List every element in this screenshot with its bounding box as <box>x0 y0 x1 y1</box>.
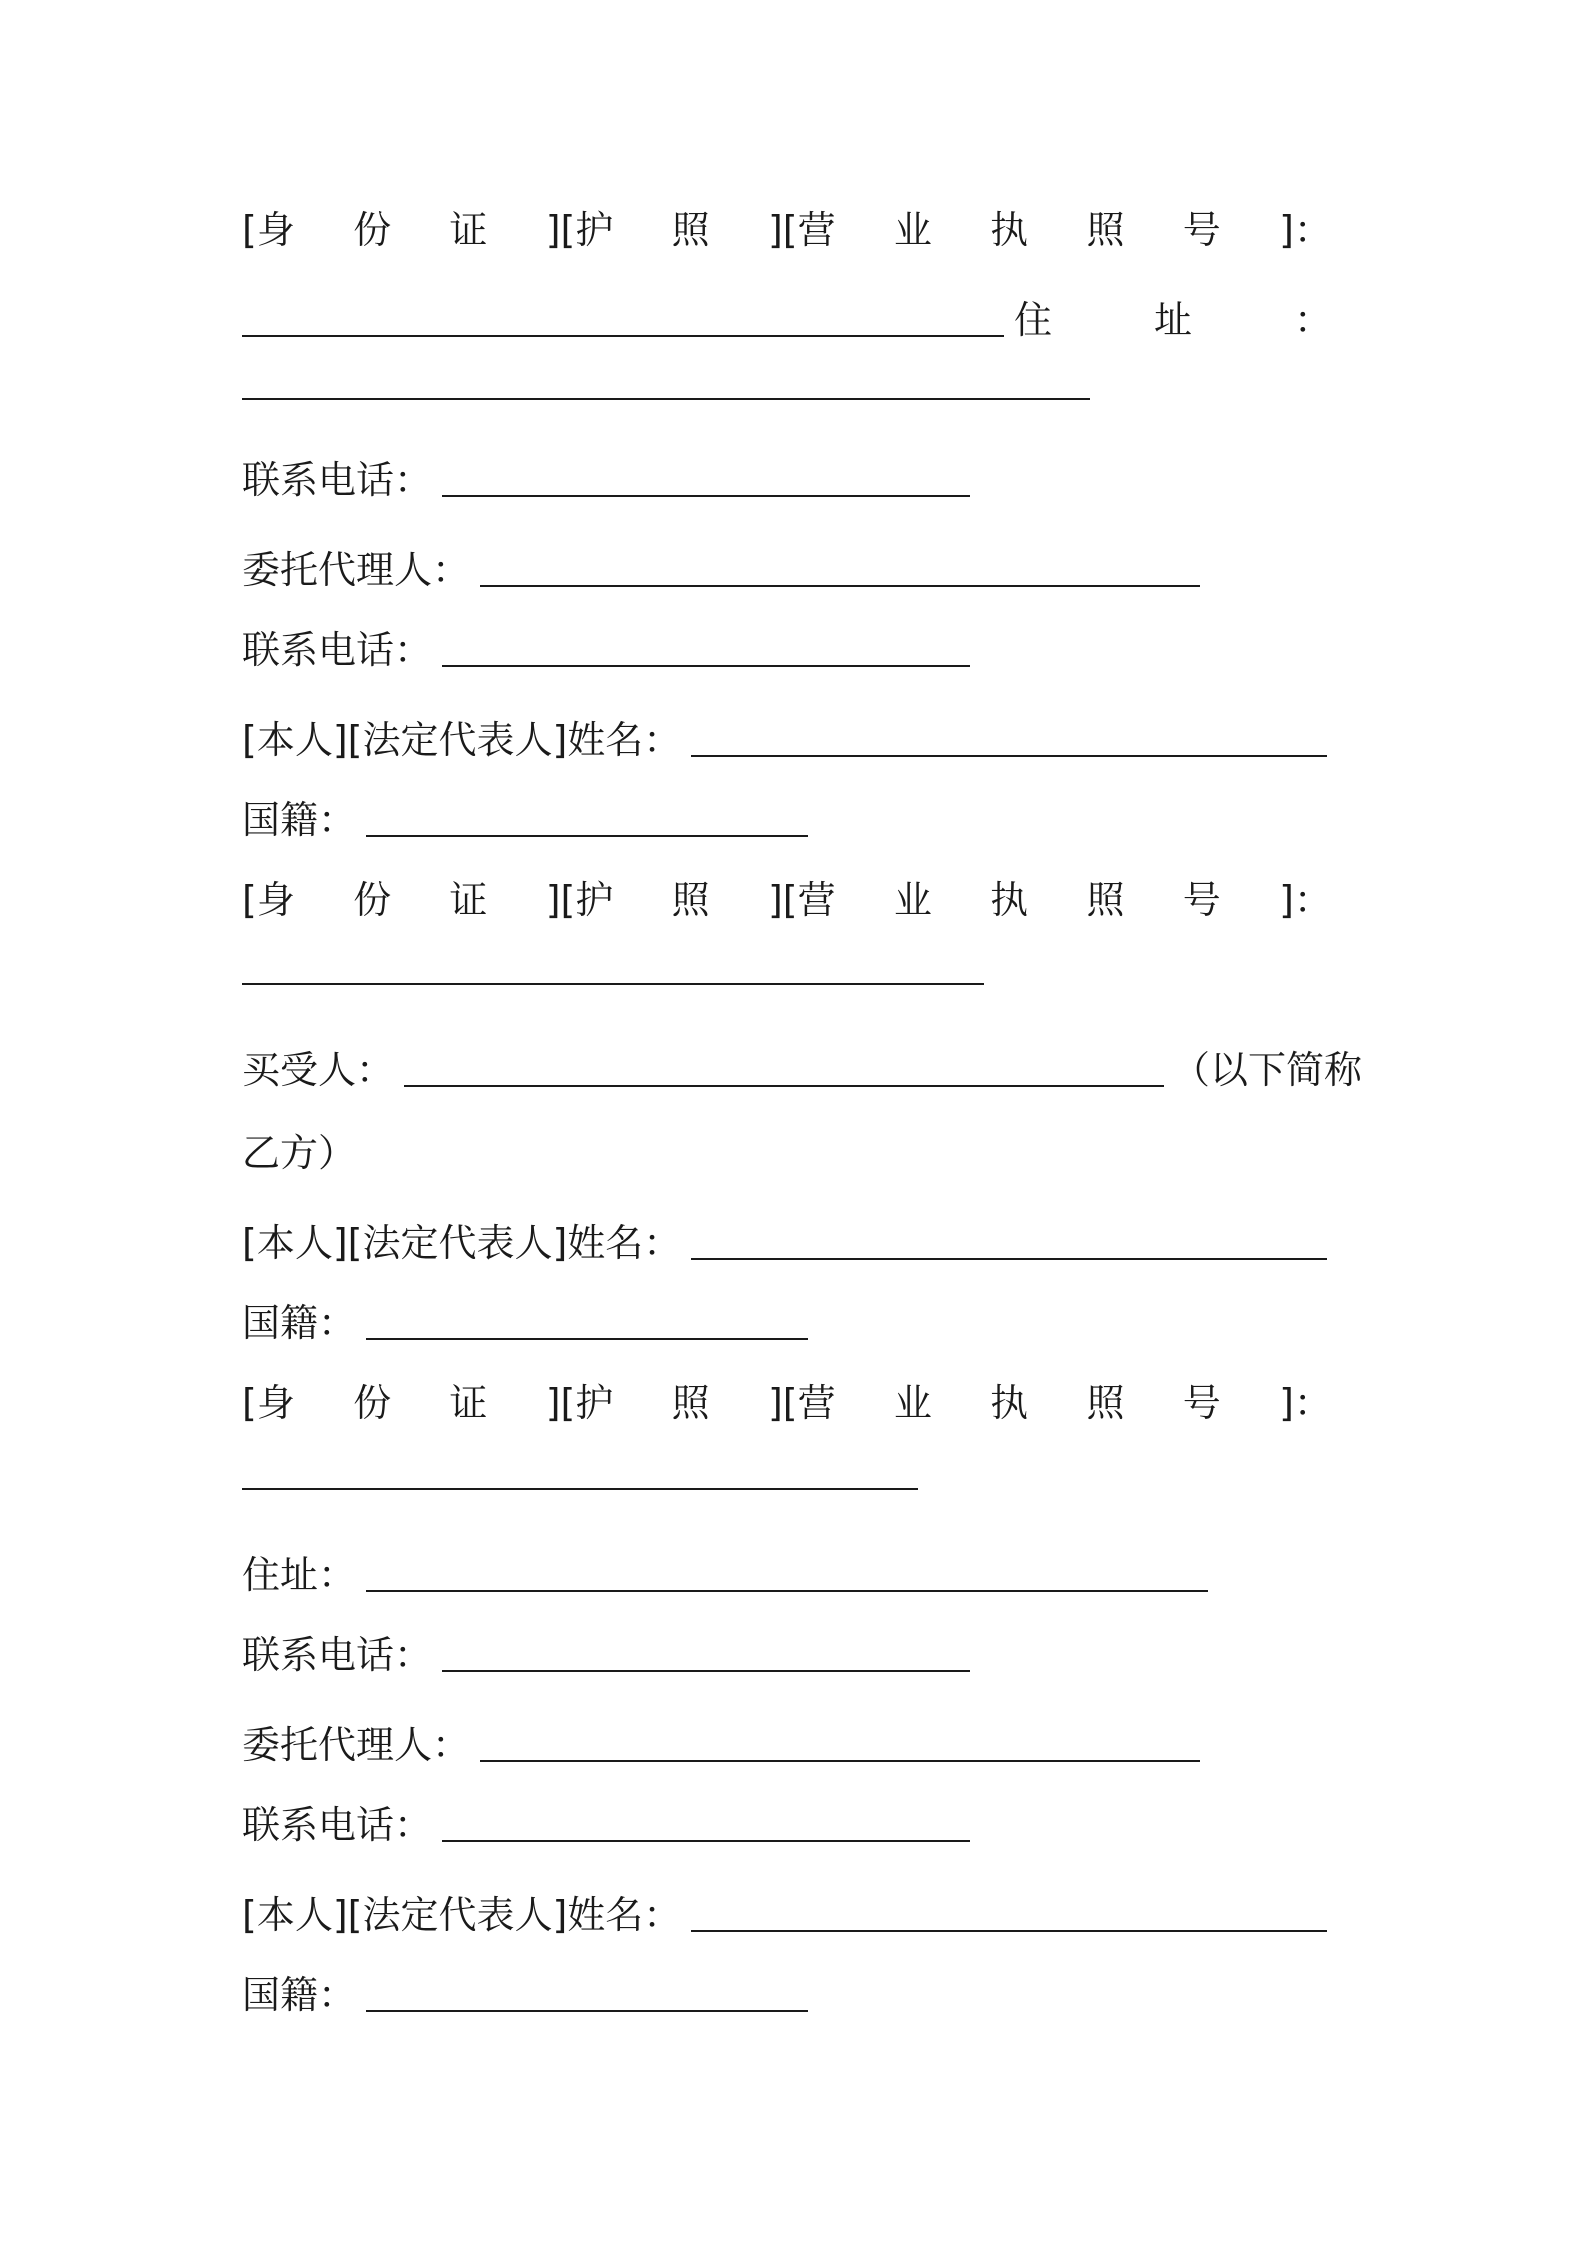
address-label-char: 址 <box>1153 298 1192 342</box>
nationality-blank[interactable] <box>366 2002 808 2012</box>
name-label: [本人][法定代表人]姓名： <box>242 1221 682 1265</box>
id-number-label-part: 号 <box>1182 878 1221 922</box>
id-number-and-address-row <box>242 295 1332 345</box>
buyer-row <box>242 1045 1362 1095</box>
buyer-address-row <box>242 1550 1208 1600</box>
address-label-char: ： <box>1293 298 1332 342</box>
phone-blank[interactable] <box>442 1662 970 1672</box>
id-number-label-part: 号 <box>1182 1381 1221 1425</box>
id-number-label-part: [身 <box>242 878 295 922</box>
name-label: [本人][法定代表人]姓名： <box>242 718 682 762</box>
id-number-label-part: 照 <box>1086 1381 1125 1425</box>
id-number-label-part: 证 <box>449 1381 488 1425</box>
buyer-name-row <box>242 1218 1327 1268</box>
name-blank[interactable] <box>691 1250 1327 1260</box>
phone-blank[interactable] <box>442 487 970 497</box>
id-number-label-part: 照 <box>671 878 710 922</box>
agent-phone-row <box>242 625 970 675</box>
agent-label: 委托代理人： <box>242 1723 471 1767</box>
buyer-nationality-row-2 <box>242 1970 808 2020</box>
agent-phone-label: 联系电话： <box>242 1803 433 1847</box>
agent-row <box>242 545 1200 595</box>
phone-row <box>242 455 970 505</box>
id-number-label-part: ][营 <box>767 208 836 252</box>
id-number-label-part: 份 <box>353 208 392 252</box>
address-label: 住址： <box>242 1553 357 1597</box>
id-number-label-part: ][护 <box>545 208 614 252</box>
id-number-label-part: ]： <box>1279 208 1332 252</box>
address-label <box>1004 295 1332 345</box>
buyer-agent-phone-row <box>242 1800 970 1850</box>
id-number-label-part: 照 <box>671 208 710 252</box>
id-number-blank-row <box>242 1480 918 1498</box>
id-number-label-part: [身 <box>242 208 295 252</box>
nationality-label: 国籍： <box>242 1973 357 2017</box>
id-number-blank-row <box>242 975 984 993</box>
name-row <box>242 715 1327 765</box>
agent-phone-label: 联系电话： <box>242 628 433 672</box>
id-number-label-part: ][护 <box>545 878 614 922</box>
id-number-blank[interactable] <box>242 975 984 985</box>
id-number-label-part: 执 <box>990 878 1029 922</box>
nationality-blank[interactable] <box>366 1330 808 1340</box>
buyer-nationality-row <box>242 1298 808 1348</box>
id-number-label-part: 照 <box>671 1381 710 1425</box>
buyer-suffix-row <box>242 1128 356 1178</box>
id-number-label-part: ]： <box>1279 878 1332 922</box>
address-label-char: 住 <box>1014 298 1053 342</box>
id-number-label-part: 份 <box>353 878 392 922</box>
id-number-label-part: 照 <box>1086 878 1125 922</box>
id-number-label-part: ][营 <box>767 878 836 922</box>
buyer-phone-row <box>242 1630 970 1680</box>
phone-label: 联系电话： <box>242 458 433 502</box>
id-number-label-part: [身 <box>242 1381 295 1425</box>
agent-phone-blank[interactable] <box>442 1832 970 1842</box>
id-number-label-part: 执 <box>990 208 1029 252</box>
agent-blank[interactable] <box>480 1752 1200 1762</box>
address-blank[interactable] <box>242 390 1090 400</box>
id-number-label-part: ]： <box>1279 1381 1332 1425</box>
name-label: [本人][法定代表人]姓名： <box>242 1893 682 1937</box>
address-blank-row <box>242 390 1090 408</box>
id-number-label-part: 证 <box>449 208 488 252</box>
id-number-blank[interactable] <box>242 1480 918 1490</box>
name-blank[interactable] <box>691 747 1327 757</box>
id-number-label-part: 业 <box>893 878 932 922</box>
id-number-label-part: 号 <box>1182 208 1221 252</box>
buyer-blank[interactable] <box>404 1077 1164 1087</box>
buyer-label: 买受人： <box>242 1048 395 1092</box>
nationality-blank[interactable] <box>366 827 808 837</box>
phone-label: 联系电话： <box>242 1633 433 1677</box>
nationality-label: 国籍： <box>242 798 357 842</box>
id-number-label-part: ][营 <box>767 1381 836 1425</box>
name-blank[interactable] <box>691 1922 1327 1932</box>
id-number-label-part: 照 <box>1086 208 1125 252</box>
id-number-label-part: 执 <box>990 1381 1029 1425</box>
id-number-label-part: 份 <box>353 1381 392 1425</box>
id-number-label-part: ][护 <box>545 1381 614 1425</box>
buyer-suffix-2: 乙方） <box>242 1131 357 1175</box>
id-number-label-row <box>242 205 1332 255</box>
agent-phone-blank[interactable] <box>442 657 970 667</box>
id-number-label-part: 证 <box>449 878 488 922</box>
nationality-label: 国籍： <box>242 1301 357 1345</box>
buyer-name-row-2 <box>242 1890 1327 1940</box>
id-number-label-row <box>242 875 1332 925</box>
address-blank[interactable] <box>366 1582 1208 1592</box>
buyer-agent-row <box>242 1720 1200 1770</box>
agent-blank[interactable] <box>480 577 1200 587</box>
agent-label: 委托代理人： <box>242 548 471 592</box>
id-number-label-part: 业 <box>893 1381 932 1425</box>
id-number-label-part: 业 <box>893 208 932 252</box>
id-number-label-row <box>242 1378 1332 1428</box>
buyer-suffix: （以下简称 <box>1172 1048 1363 1092</box>
id-number-blank[interactable] <box>242 327 1004 337</box>
nationality-row <box>242 795 808 845</box>
